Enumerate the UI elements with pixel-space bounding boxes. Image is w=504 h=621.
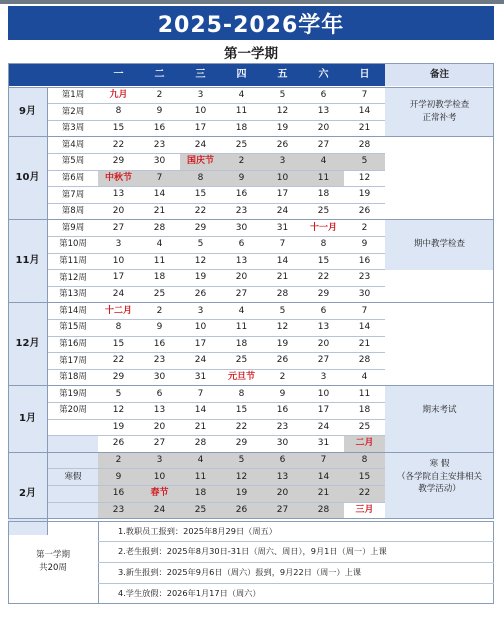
day-cell: 26 — [221, 502, 262, 519]
day-cell: 20 — [317, 338, 330, 349]
day-cell: 4 — [180, 452, 221, 469]
month-divider — [8, 385, 494, 386]
day-cell: 7 — [139, 170, 180, 187]
row-divider — [48, 468, 385, 469]
day-cell: 8 — [320, 239, 327, 250]
day-cell: 27 — [317, 139, 330, 150]
day-cell: 30 — [276, 438, 289, 449]
day-cell: 25 — [180, 502, 221, 519]
header-day: 四 — [221, 63, 262, 86]
day-cell: 13 — [317, 106, 330, 117]
day-cell: 10 — [194, 322, 207, 333]
day-cell: 3 — [115, 239, 122, 250]
row-divider — [48, 485, 385, 486]
month-divider — [8, 136, 494, 137]
day-cell: 28 — [303, 502, 344, 519]
week-label: 第16周 — [59, 339, 87, 350]
day-cell: 4 — [238, 89, 245, 100]
day-cell: 14 — [276, 255, 289, 266]
row-divider — [48, 518, 385, 519]
note-cell — [385, 220, 494, 270]
day-cell: 22 — [344, 485, 385, 502]
day-cell: 15 — [112, 338, 125, 349]
day-cell: 22 — [317, 272, 330, 283]
day-cell: 15 — [317, 255, 330, 266]
week-label: 第6周 — [61, 173, 85, 184]
day-cell: 4 — [156, 239, 163, 250]
day-cell: 12 — [112, 405, 125, 416]
day-cell: 5 — [279, 305, 286, 316]
note-cell — [385, 87, 494, 137]
day-cell: 8 — [115, 322, 122, 333]
day-cell: 9 — [156, 106, 163, 117]
month-label: 11月 — [8, 220, 48, 303]
day-cell: 二月 — [344, 436, 385, 453]
day-cell: 30 — [153, 156, 166, 167]
week-label: 第14周 — [59, 305, 87, 316]
day-cell: 26 — [276, 355, 289, 366]
day-cell: 8 — [238, 388, 245, 399]
row-divider — [48, 319, 385, 320]
footer-note-line: 4.学生放假：2026年1月17日（周六） — [118, 588, 261, 599]
day-cell: 27 — [153, 438, 166, 449]
month-label: 2月 — [8, 452, 48, 535]
day-cell: 5 — [221, 452, 262, 469]
row-divider — [48, 203, 385, 204]
row-divider — [48, 402, 385, 403]
day-cell: 9 — [98, 469, 139, 486]
day-cell: 7 — [361, 305, 368, 316]
day-cell: 11 — [235, 106, 248, 117]
day-cell: 23 — [276, 421, 289, 432]
note-line: 教学活动） — [418, 484, 461, 495]
day-cell: 11 — [153, 255, 166, 266]
row-divider — [48, 170, 385, 171]
header-day: 日 — [344, 63, 385, 86]
day-cell: 26 — [358, 205, 371, 216]
day-cell: 12 — [194, 255, 207, 266]
header-corner — [8, 63, 98, 86]
day-cell: 23 — [358, 272, 371, 283]
day-cell: 7 — [279, 239, 286, 250]
row-divider — [48, 419, 385, 420]
month-label: 12月 — [8, 303, 48, 386]
note-line: 期中教学检查 — [413, 239, 465, 250]
day-cell: 25 — [153, 288, 166, 299]
row-divider — [48, 336, 385, 337]
day-cell: 21 — [358, 338, 371, 349]
day-cell: 23 — [98, 502, 139, 519]
week-label: 第3周 — [61, 123, 85, 134]
day-cell: 31 — [276, 222, 289, 233]
day-cell: 16 — [153, 338, 166, 349]
day-cell: 23 — [235, 205, 248, 216]
note-cell — [385, 436, 494, 519]
week-label: 第2周 — [61, 106, 85, 117]
day-cell: 8 — [180, 170, 221, 187]
day-cell: 12 — [276, 106, 289, 117]
day-cell: 11 — [235, 322, 248, 333]
row-divider — [48, 435, 385, 436]
day-cell: 16 — [153, 122, 166, 133]
day-cell: 22 — [235, 421, 248, 432]
day-cell: 7 — [361, 89, 368, 100]
day-cell: 15 — [344, 469, 385, 486]
day-cell: 十二月 — [104, 305, 132, 316]
day-cell: 5 — [279, 89, 286, 100]
day-cell: 24 — [317, 421, 330, 432]
day-cell: 19 — [358, 189, 371, 200]
header-note: 备注 — [385, 63, 494, 86]
day-cell: 10 — [112, 255, 125, 266]
day-cell: 19 — [276, 122, 289, 133]
day-cell: 18 — [235, 122, 248, 133]
footer-note-line: 2.老生报到：2025年8月30日-31日（周六、周日），9月1日（周一）上课 — [118, 546, 387, 557]
day-cell: 14 — [358, 322, 371, 333]
day-cell: 13 — [112, 189, 125, 200]
day-cell: 18 — [180, 485, 221, 502]
day-cell: 29 — [112, 156, 125, 167]
day-cell: 8 — [344, 452, 385, 469]
day-cell: 14 — [358, 106, 371, 117]
day-cell: 27 — [235, 288, 248, 299]
day-cell: 15 — [112, 122, 125, 133]
day-cell: 14 — [153, 189, 166, 200]
day-cell: 22 — [112, 355, 125, 366]
day-cell: 9 — [361, 239, 368, 250]
day-cell: 28 — [153, 222, 166, 233]
week-label: 第4周 — [61, 139, 85, 150]
day-cell: 10 — [194, 106, 207, 117]
day-cell: 2 — [156, 305, 163, 316]
day-cell: 5 — [197, 239, 204, 250]
day-cell: 3 — [320, 371, 327, 382]
header-day: 五 — [262, 63, 303, 86]
day-cell: 21 — [194, 421, 207, 432]
day-cell: 元旦节 — [227, 371, 255, 382]
header-day: 一 — [98, 63, 139, 86]
day-cell: 25 — [358, 421, 371, 432]
day-cell: 20 — [317, 122, 330, 133]
day-cell: 24 — [194, 139, 207, 150]
header-day: 六 — [303, 63, 344, 86]
page-title: 2025-2026学年 — [8, 6, 494, 40]
note-cell — [385, 386, 494, 436]
day-cell: 16 — [358, 255, 371, 266]
day-cell: 16 — [235, 189, 248, 200]
note-line: （各学院自主安排相关 — [396, 471, 482, 482]
day-cell: 16 — [276, 405, 289, 416]
day-cell: 25 — [235, 139, 248, 150]
semester-title: 第一学期 — [224, 46, 278, 62]
day-cell: 21 — [358, 122, 371, 133]
row-divider — [48, 103, 385, 104]
day-cell: 14 — [303, 469, 344, 486]
day-cell: 28 — [276, 288, 289, 299]
month-label: 9月 — [8, 87, 48, 137]
header-day: 二 — [139, 63, 180, 86]
week-label: 第13周 — [59, 289, 87, 300]
day-cell: 19 — [194, 272, 207, 283]
day-cell: 18 — [153, 272, 166, 283]
day-cell: 26 — [112, 438, 125, 449]
row-divider — [48, 502, 385, 503]
day-cell: 13 — [153, 405, 166, 416]
day-cell: 16 — [98, 485, 139, 502]
day-cell: 8 — [115, 106, 122, 117]
day-cell: 3 — [139, 452, 180, 469]
day-cell: 22 — [194, 205, 207, 216]
day-cell: 30 — [235, 222, 248, 233]
day-cell: 13 — [317, 322, 330, 333]
day-cell: 28 — [194, 438, 207, 449]
day-cell: 24 — [194, 355, 207, 366]
day-cell: 18 — [235, 338, 248, 349]
day-cell: 10 — [262, 170, 303, 187]
day-cell: 4 — [361, 371, 368, 382]
week-label: 第7周 — [61, 189, 85, 200]
day-cell: 27 — [317, 355, 330, 366]
row-divider — [48, 236, 385, 237]
note-line: 开学初教学检查 — [409, 100, 470, 111]
day-cell: 25 — [317, 205, 330, 216]
month-divider — [8, 87, 494, 88]
row-divider — [48, 269, 385, 270]
day-cell: 14 — [194, 405, 207, 416]
day-cell: 30 — [358, 288, 371, 299]
day-cell: 6 — [320, 89, 327, 100]
day-cell: 27 — [112, 222, 125, 233]
day-cell: 29 — [317, 288, 330, 299]
day-cell: 7 — [197, 388, 204, 399]
day-cell: 7 — [303, 452, 344, 469]
day-cell: 27 — [262, 502, 303, 519]
day-cell: 19 — [276, 338, 289, 349]
day-cell: 20 — [262, 485, 303, 502]
row-divider — [48, 120, 385, 121]
day-cell: 19 — [221, 485, 262, 502]
day-cell: 21 — [276, 272, 289, 283]
day-cell: 十一月 — [309, 222, 337, 233]
day-cell: 中秋节 — [98, 170, 139, 187]
day-cell: 15 — [194, 189, 207, 200]
row-divider — [48, 352, 385, 353]
day-cell: 31 — [194, 371, 207, 382]
day-cell: 30 — [153, 371, 166, 382]
week-label: 第11周 — [59, 256, 87, 267]
footer-summary-line: 共20周 — [39, 563, 67, 574]
month-divider — [8, 219, 494, 220]
day-cell: 9 — [279, 388, 286, 399]
winter-break-label: 寒假 — [48, 436, 98, 519]
day-cell: 18 — [317, 189, 330, 200]
day-cell: 6 — [320, 305, 327, 316]
day-cell: 21 — [303, 485, 344, 502]
footer-note-line: 1.教职员工报到：2025年8月29日（周五） — [118, 525, 277, 536]
day-cell: 10 — [317, 388, 330, 399]
week-label: 第15周 — [59, 322, 87, 333]
week-label: 第20周 — [59, 405, 87, 416]
month-label: 10月 — [8, 137, 48, 220]
day-cell: 6 — [156, 388, 163, 399]
day-cell: 2 — [156, 89, 163, 100]
day-cell: 20 — [153, 421, 166, 432]
month-divider — [8, 452, 494, 453]
note-line: 寒 假 — [429, 458, 450, 469]
footer-row-divider — [98, 583, 494, 584]
day-cell: 6 — [262, 452, 303, 469]
day-cell: 24 — [276, 205, 289, 216]
footer-row-divider — [98, 562, 494, 563]
week-label: 第19周 — [59, 388, 87, 399]
row-divider — [48, 369, 385, 370]
day-cell: 6 — [238, 239, 245, 250]
day-cell: 17 — [194, 122, 207, 133]
day-cell: 3 — [262, 153, 303, 170]
row-divider — [48, 186, 385, 187]
row-divider — [48, 153, 385, 154]
day-cell: 12 — [221, 469, 262, 486]
week-label: 第1周 — [61, 90, 85, 101]
day-cell: 17 — [194, 338, 207, 349]
week-label: 第9周 — [61, 222, 85, 233]
day-cell: 9 — [221, 170, 262, 187]
day-cell: 国庆节 — [180, 153, 221, 170]
note-line: 期末考试 — [422, 405, 457, 416]
week-label: 第12周 — [59, 272, 87, 283]
row-divider — [48, 286, 385, 287]
day-cell: 11 — [180, 469, 221, 486]
day-cell: 三月 — [355, 504, 374, 515]
day-cell: 31 — [317, 438, 330, 449]
day-cell: 九月 — [109, 89, 128, 100]
day-cell: 23 — [153, 355, 166, 366]
day-cell: 2 — [279, 371, 286, 382]
day-cell: 2 — [98, 452, 139, 469]
day-cell: 19 — [112, 421, 125, 432]
day-cell: 4 — [238, 305, 245, 316]
day-cell: 17 — [276, 189, 289, 200]
month-divider — [8, 302, 494, 303]
week-label: 第5周 — [61, 156, 85, 167]
day-cell: 20 — [235, 272, 248, 283]
day-cell: 9 — [156, 322, 163, 333]
footer-summary-line: 第一学期 — [35, 549, 70, 560]
day-cell: 23 — [153, 139, 166, 150]
day-cell: 3 — [197, 89, 204, 100]
day-cell: 21 — [153, 205, 166, 216]
day-cell: 10 — [139, 469, 180, 486]
day-cell: 20 — [112, 205, 125, 216]
day-cell: 春节 — [139, 485, 180, 502]
day-cell: 18 — [358, 405, 371, 416]
day-cell: 29 — [194, 222, 207, 233]
day-cell: 26 — [194, 288, 207, 299]
footer-note-line: 3.新生报到：2025年9月6日（周六）报到，9月22日（周一）上课 — [118, 567, 362, 578]
day-cell: 22 — [112, 139, 125, 150]
day-cell: 11 — [358, 388, 371, 399]
day-cell: 12 — [276, 322, 289, 333]
day-cell: 12 — [358, 172, 371, 183]
week-label: 第18周 — [59, 372, 87, 383]
day-cell: 11 — [303, 170, 344, 187]
note-line: 正常补考 — [422, 112, 457, 123]
day-cell: 15 — [235, 405, 248, 416]
day-cell: 13 — [235, 255, 248, 266]
day-cell: 5 — [344, 153, 385, 170]
day-cell: 26 — [276, 139, 289, 150]
day-cell: 17 — [317, 405, 330, 416]
day-cell: 24 — [112, 288, 125, 299]
day-cell: 5 — [115, 388, 122, 399]
day-cell: 4 — [303, 153, 344, 170]
footer-row-divider — [98, 541, 494, 542]
row-divider — [48, 253, 385, 254]
day-cell: 29 — [112, 371, 125, 382]
day-cell: 25 — [235, 355, 248, 366]
day-cell: 17 — [112, 272, 125, 283]
week-label: 第17周 — [59, 355, 87, 366]
month-label: 1月 — [8, 386, 48, 452]
day-cell: 24 — [139, 502, 180, 519]
day-cell: 29 — [235, 438, 248, 449]
week-label: 第8周 — [61, 206, 85, 217]
header-day: 三 — [180, 63, 221, 86]
day-cell: 2 — [361, 222, 368, 233]
day-cell: 28 — [358, 355, 371, 366]
week-label: 第10周 — [59, 239, 87, 250]
day-cell: 3 — [197, 305, 204, 316]
day-cell: 28 — [358, 139, 371, 150]
day-cell: 13 — [262, 469, 303, 486]
day-cell: 2 — [221, 153, 262, 170]
footer-summary — [8, 521, 98, 604]
